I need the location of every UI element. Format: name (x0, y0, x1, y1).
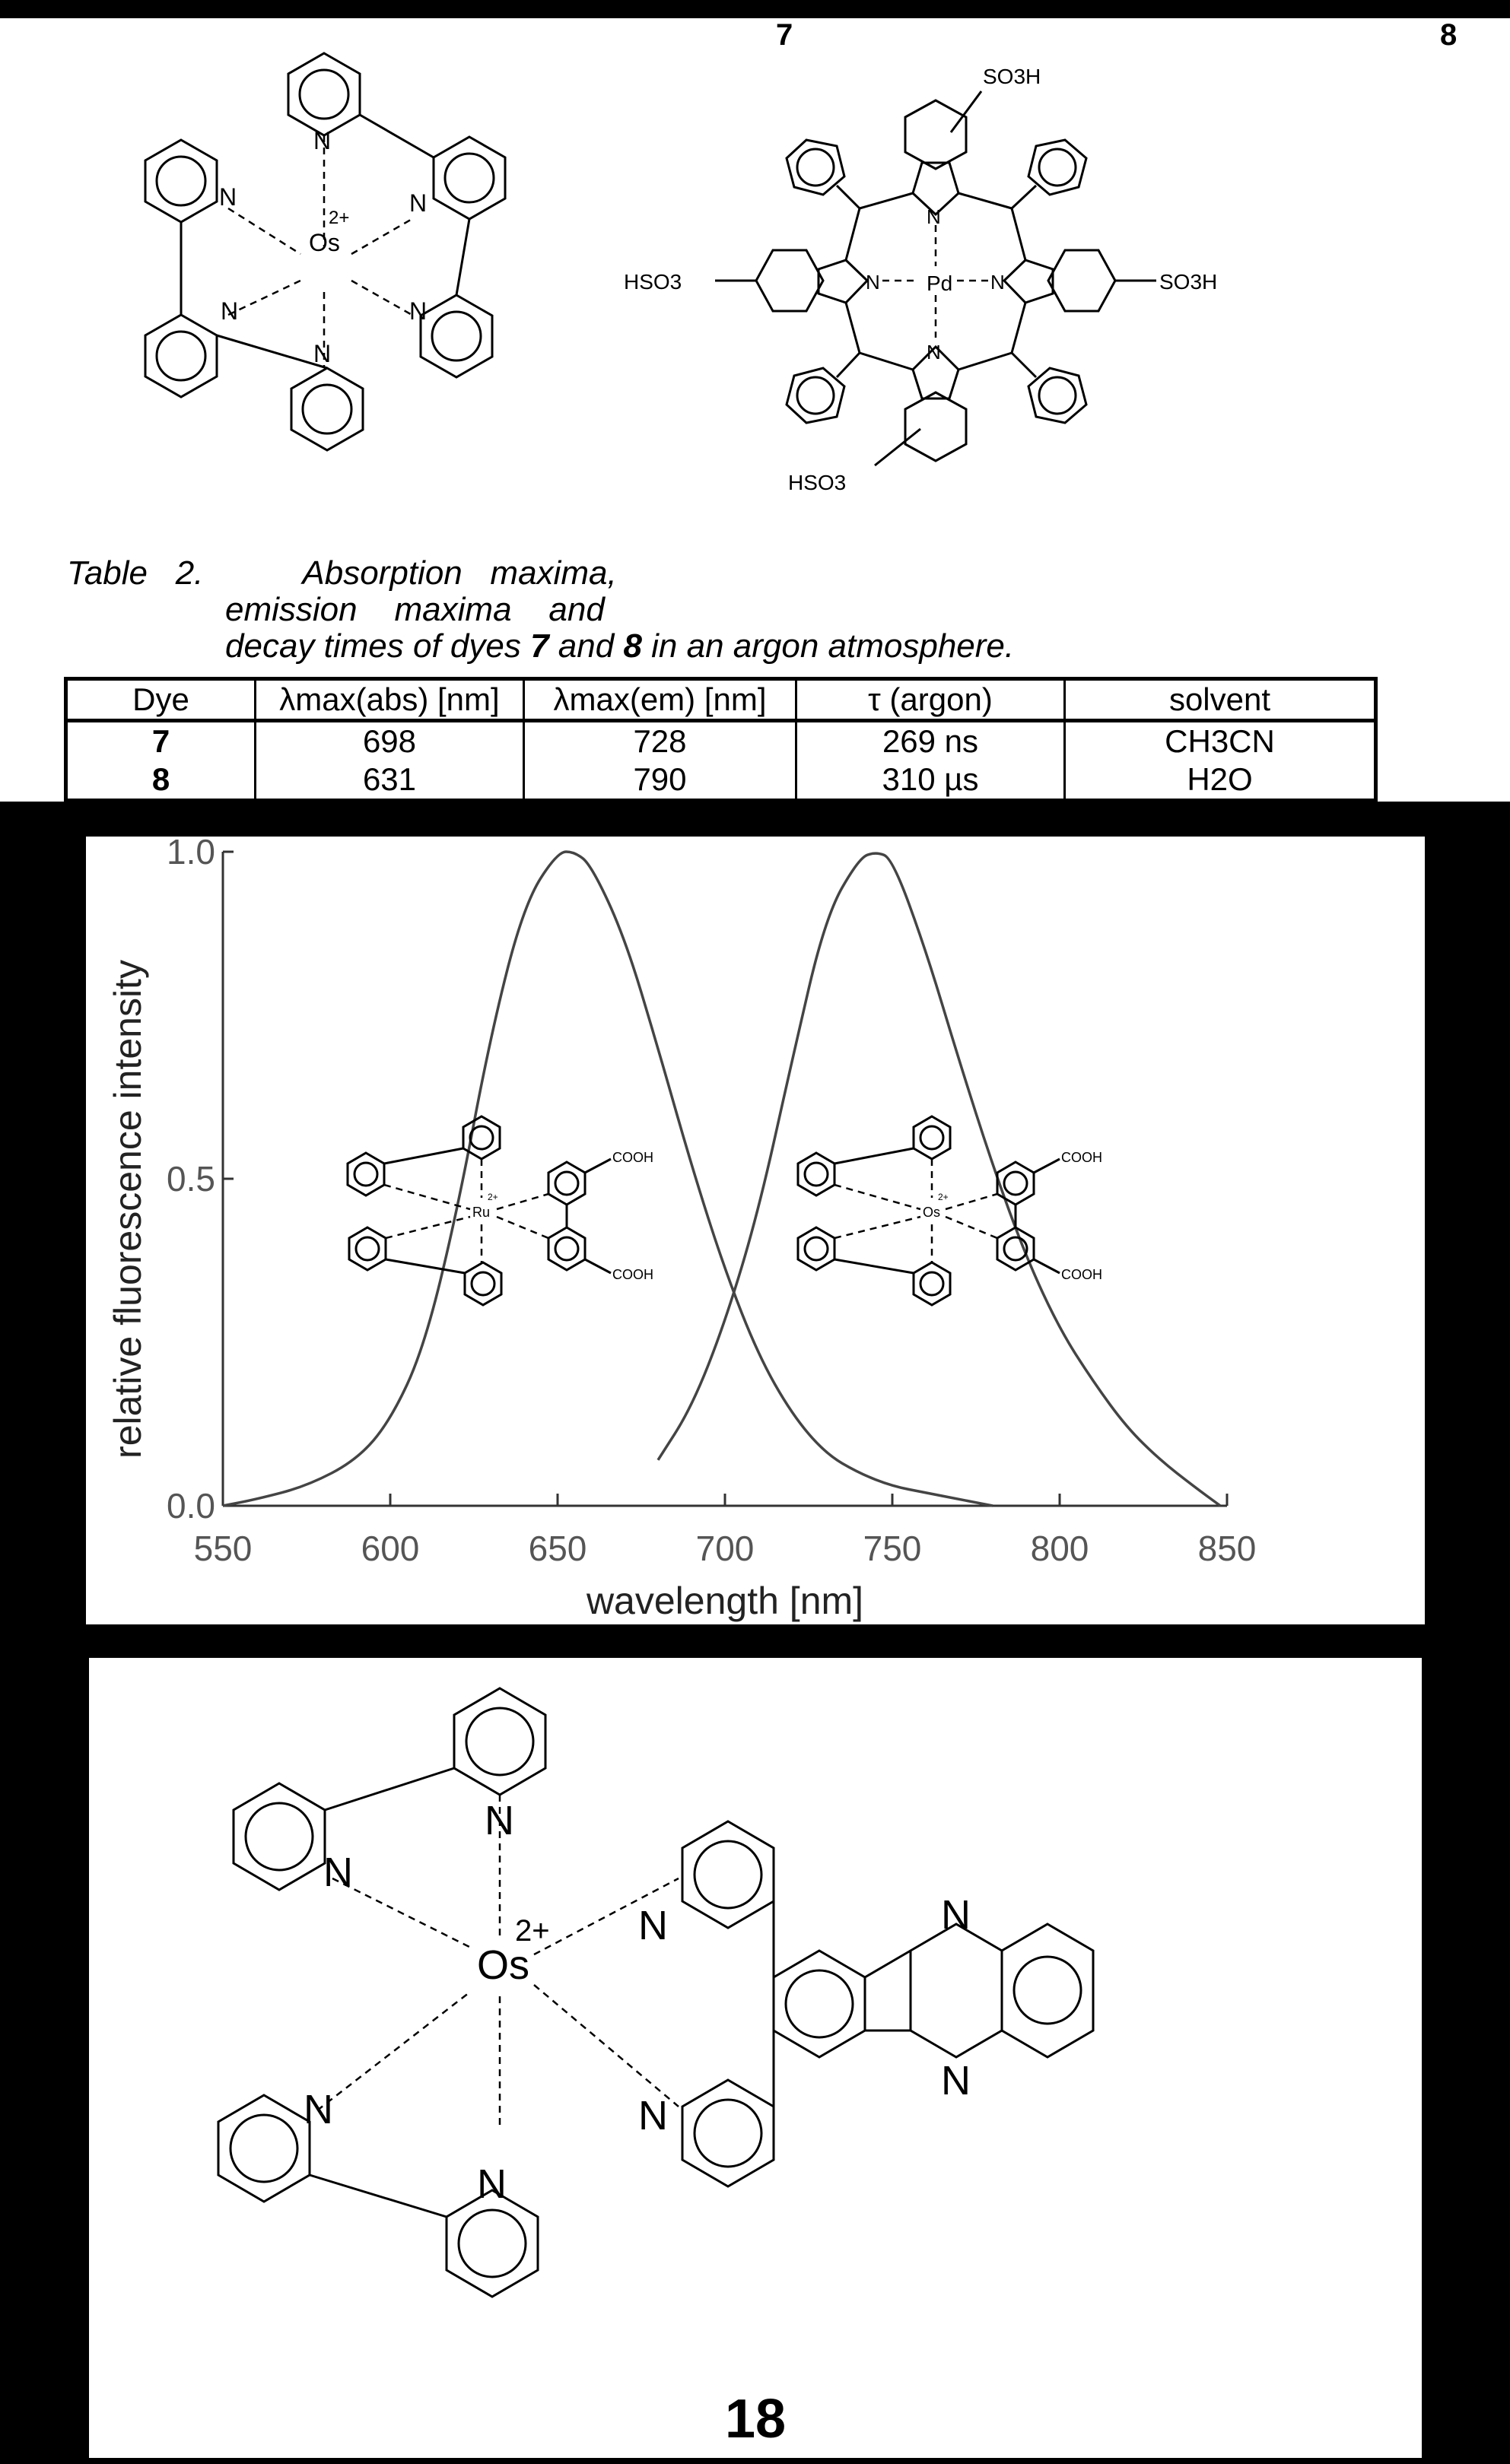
table-header: τ (argon) (796, 679, 1065, 721)
caption-line2: emission maxima and (225, 591, 605, 628)
svg-text:COOH: COOH (612, 1267, 653, 1282)
chart-insets (348, 1116, 1102, 1305)
ru-complex-inset (348, 1116, 653, 1305)
series-line-2 (658, 853, 1220, 1506)
svg-text:N: N (927, 205, 941, 228)
x-tick-label: 700 (695, 1529, 755, 1568)
table-caption (67, 555, 1056, 665)
table-cell: 8 (66, 760, 256, 801)
table-cell: 269 ns (796, 721, 1065, 761)
svg-text:N: N (304, 2087, 333, 2132)
svg-text:N: N (990, 271, 1005, 294)
svg-text:2+: 2+ (938, 1192, 949, 1202)
table-row (66, 760, 1376, 801)
svg-text:N: N (313, 340, 332, 367)
table-cell: H2O (1065, 760, 1376, 801)
table-cell: CH3CN (1065, 721, 1376, 761)
svg-text:Os: Os (309, 229, 340, 256)
y-tick-label: 0.0 (167, 1486, 215, 1526)
chart-axes (106, 837, 1256, 1622)
svg-text:COOH: COOH (1061, 1150, 1102, 1165)
dye-label-8: 8 (1440, 18, 1458, 52)
svg-text:N: N (323, 1850, 353, 1895)
svg-text:N: N (941, 2058, 971, 2104)
fluorescence-spectrum-panel (86, 837, 1425, 1624)
svg-text:Pd: Pd (927, 271, 953, 295)
svg-text:N: N (866, 271, 880, 294)
dye-properties-table (64, 677, 1378, 802)
svg-text:Ru: Ru (472, 1205, 491, 1220)
x-tick-label: 600 (361, 1529, 420, 1568)
svg-text:HSO3: HSO3 (788, 471, 847, 494)
os-complex-structure-7 (145, 53, 505, 450)
x-tick-label: 850 (1197, 1529, 1257, 1568)
table-header: λmax(em) [nm] (524, 679, 796, 721)
svg-text:N: N (313, 127, 332, 154)
caption-line3-part: and (548, 627, 624, 665)
molecule-structures-top (0, 18, 1510, 551)
svg-text:SO3H: SO3H (1159, 270, 1218, 294)
svg-text:N: N (221, 297, 239, 325)
svg-text:HSO3: HSO3 (624, 270, 682, 294)
table-cell: 698 (256, 721, 524, 761)
svg-text:SO3H: SO3H (983, 65, 1041, 88)
caption-line3-part: decay times of dyes (225, 627, 531, 665)
y-tick-label: 1.0 (167, 837, 215, 872)
compound-label-18: 18 (724, 2389, 787, 2450)
svg-text:2+: 2+ (329, 208, 350, 228)
svg-text:N: N (477, 2161, 507, 2207)
chart-series (223, 852, 1220, 1506)
table-header: Dye (66, 679, 256, 721)
x-tick-label: 650 (528, 1529, 587, 1568)
dye-label-7: 7 (776, 18, 793, 52)
svg-text:Os: Os (923, 1205, 941, 1220)
svg-text:COOH: COOH (1061, 1267, 1102, 1282)
table-cell: 790 (524, 760, 796, 801)
table-cell: 7 (66, 721, 256, 761)
y-tick-label: 0.5 (167, 1159, 215, 1199)
table-cell: 631 (256, 760, 524, 801)
table-header: solvent (1065, 679, 1376, 721)
table-row (66, 721, 1376, 761)
svg-text:N: N (409, 297, 428, 325)
series-line-1 (223, 852, 993, 1506)
x-tick-label: 550 (193, 1529, 253, 1568)
x-tick-label: 750 (863, 1529, 922, 1568)
table-header: λmax(abs) [nm] (256, 679, 524, 721)
pd-porphyrin-structure-8 (624, 65, 1217, 494)
y-axis-title: relative fluorescence intensity (106, 960, 149, 1459)
svg-text:N: N (219, 183, 237, 211)
caption-line1: Absorption maxima, (302, 554, 617, 592)
caption-line3-part: in an argon atmosphere. (641, 627, 1015, 665)
svg-text:N: N (927, 341, 941, 364)
svg-text:2+: 2+ (488, 1192, 498, 1202)
svg-text:N: N (485, 1798, 514, 1843)
svg-text:N: N (638, 2093, 668, 2139)
table-cell: 728 (524, 721, 796, 761)
fluorescence-spectrum-chart (86, 837, 1425, 1624)
caption-dye-7: 7 (530, 627, 549, 665)
dye-structures-and-table-panel (0, 18, 1510, 802)
x-tick-label: 800 (1030, 1529, 1089, 1568)
svg-text:Os: Os (477, 1942, 530, 1988)
svg-text:COOH: COOH (612, 1150, 653, 1165)
svg-text:N: N (941, 1892, 971, 1938)
os-complex-structure-18 (89, 1658, 1422, 2458)
svg-text:N: N (409, 189, 428, 217)
caption-dye-8: 8 (623, 627, 642, 665)
svg-text:N: N (638, 1903, 668, 1948)
svg-text:2+: 2+ (515, 1914, 550, 1948)
caption-prefix: Table 2. (67, 554, 204, 592)
os-complex-inset (798, 1116, 1102, 1305)
x-axis-title: wavelength [nm] (586, 1580, 864, 1622)
compound-18-panel (89, 1658, 1422, 2458)
table-cell: 310 µs (796, 760, 1065, 801)
